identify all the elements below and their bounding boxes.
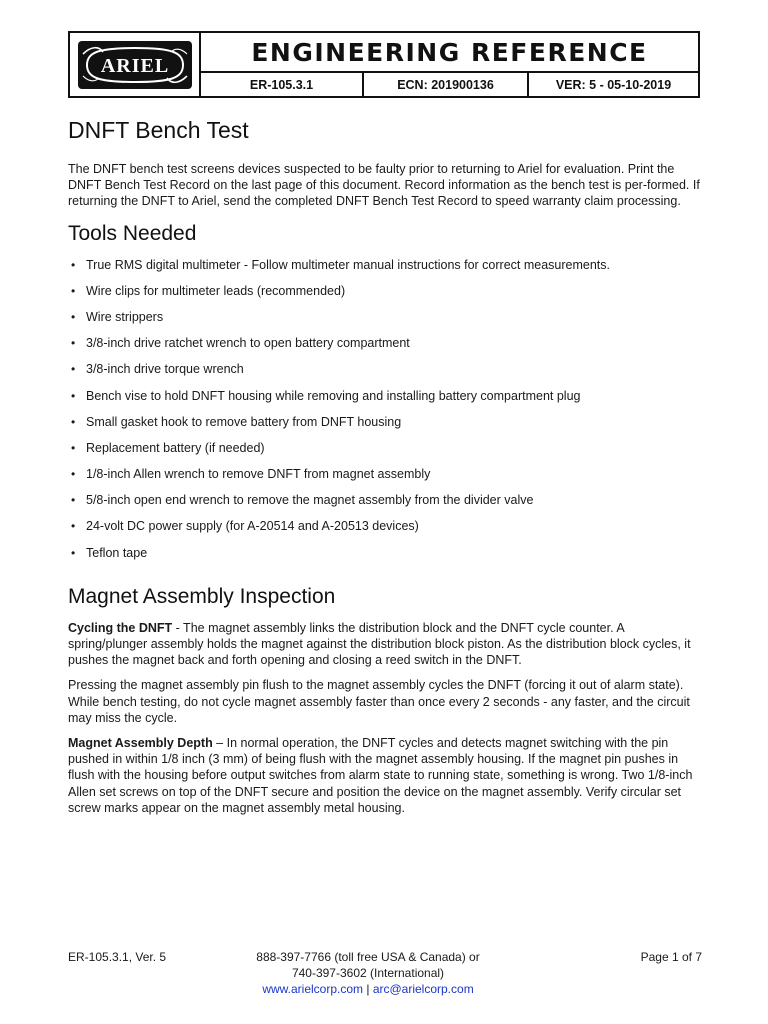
pressing-paragraph: Pressing the magnet assembly pin flush to the magnet assembly cycles the DNFT (forcing it out of alarm state). While bench testing, do not cycle magnet assembly faster than once every 2 seconds - any faster, and the circuit may miss the cycle. <box>68 678 690 725</box>
depth-paragraph <box>68 735 702 816</box>
tool-item-text: Wire clips for multimeter leads (recommended) <box>86 283 346 298</box>
bullet-icon: • <box>71 362 76 377</box>
depth-label: Magnet Assembly Depth <box>68 736 213 751</box>
page-title: DNFT Bench Test <box>68 117 249 143</box>
tool-item-text: Wire strippers <box>86 309 164 324</box>
tool-list-item <box>68 388 702 414</box>
cycling-text: - The magnet assembly links the distribution block and the DNFT cycle counter. A spring/plunger assembly holds the magnet against the distribution block piston. As the distribution block cycles, it pushes the magnet back and forth opening and closing a reed switch in the DNFT. <box>68 620 691 668</box>
tool-list-item <box>68 361 702 387</box>
tool-list-item <box>68 545 702 571</box>
tool-item-text: Bench vise to hold DNFT housing while removing and installing battery compartment plug <box>86 388 581 403</box>
cycling-paragraph <box>68 620 702 669</box>
email-link[interactable]: arc@arielcorp.com <box>372 982 474 996</box>
tool-list-item <box>68 309 702 335</box>
bullet-icon: • <box>71 388 76 403</box>
tool-item-text: 24-volt DC power supply (for A-20514 and A-20513 devices) <box>86 519 419 534</box>
footer-doc-version: ER-105.3.1, Ver. 5 <box>68 950 167 964</box>
version-date: VER: 5 - 05-10-2019 <box>555 77 672 92</box>
footer-separator: | <box>363 982 373 996</box>
tool-list-item <box>68 283 702 309</box>
tool-item-text: 3/8-inch drive torque wrench <box>86 362 244 377</box>
bullet-icon: • <box>71 440 76 455</box>
bullet-icon: • <box>71 257 76 272</box>
tool-list-item <box>68 440 702 466</box>
tool-item-text: True RMS digital multimeter - Follow multimeter manual instructions for correct measurements. <box>86 257 610 272</box>
bullet-icon: • <box>71 336 76 351</box>
tool-list-item <box>68 414 702 440</box>
bullet-icon: • <box>71 414 76 429</box>
tool-list-item <box>68 466 702 492</box>
tool-list-item <box>68 335 702 361</box>
ariel-logo <box>70 33 201 96</box>
bullet-icon: • <box>71 467 76 482</box>
bullet-icon: • <box>71 309 76 324</box>
magnet-section-title: Magnet Assembly Inspection <box>68 584 336 608</box>
tool-list-item <box>68 518 702 544</box>
document-type-title: ENGINEERING REFERENCE <box>201 33 698 73</box>
tool-item-text: Small gasket hook to remove battery from DNFT housing <box>86 414 402 429</box>
ecn-number: ECN: 201900136 <box>364 73 529 96</box>
tool-item-text: Teflon tape <box>86 545 148 560</box>
bullet-icon: • <box>71 545 76 560</box>
bullet-icon: • <box>71 493 76 508</box>
tool-item-text: 1/8-inch Allen wrench to remove DNFT from magnet assembly <box>86 467 431 482</box>
depth-text: – In normal operation, the DNFT cycles and detects magnet switching with the pin pushed in within 1/8 inch (3 mm) of being flush with the magnet assembly housing. If the magnet pin pushes in flush with the housing before output switches from alarm state to running state, something is wrong. Two 1/8-inch Allen set screws on top of the DNFT secure and position the device on the magnet assembly. Verify circular set screw marks appear on the magnet assembly metal housing. <box>68 736 693 815</box>
footer-phone-tollfree: 888-397-7766 (toll free USA & Canada) or <box>256 950 480 964</box>
document-body <box>68 112 702 825</box>
ariel-logo-icon <box>77 40 193 90</box>
tool-item-text: 3/8-inch drive ratchet wrench to open battery compartment <box>86 336 410 351</box>
er-number: ER-105.3.1 <box>201 73 364 96</box>
bullet-icon: • <box>71 519 76 534</box>
tools-list <box>68 257 702 571</box>
tool-item-text: Replacement battery (if needed) <box>86 440 265 455</box>
tool-list-item <box>68 257 702 283</box>
page-number: Page 1 of 7 <box>640 950 702 964</box>
footer-links <box>218 981 518 997</box>
cycling-label: Cycling the DNFT <box>68 620 173 635</box>
footer-phone-international: 740-397-3602 (International) <box>291 966 445 980</box>
website-link[interactable]: www.arielcorp.com <box>262 982 364 996</box>
tool-list-item <box>68 492 702 518</box>
tool-item-text: 5/8-inch open end wrench to remove the magnet assembly from the divider valve <box>86 493 534 508</box>
bullet-icon: • <box>71 283 76 298</box>
logo-text: ARIEL <box>100 54 169 77</box>
tools-section-title: Tools Needed <box>68 221 197 245</box>
document-header <box>68 31 700 98</box>
intro-paragraph: The DNFT bench test screens devices suspected to be faulty prior to returning to Ariel for evaluation. Print the DNFT Bench Test Record on the last page of this document. Record information as the bench test is per-formed. If returning the DNFT to Ariel, send the completed DNFT Bench Test Record to speed warranty claim processing. <box>68 162 700 209</box>
footer-contact <box>218 949 518 997</box>
